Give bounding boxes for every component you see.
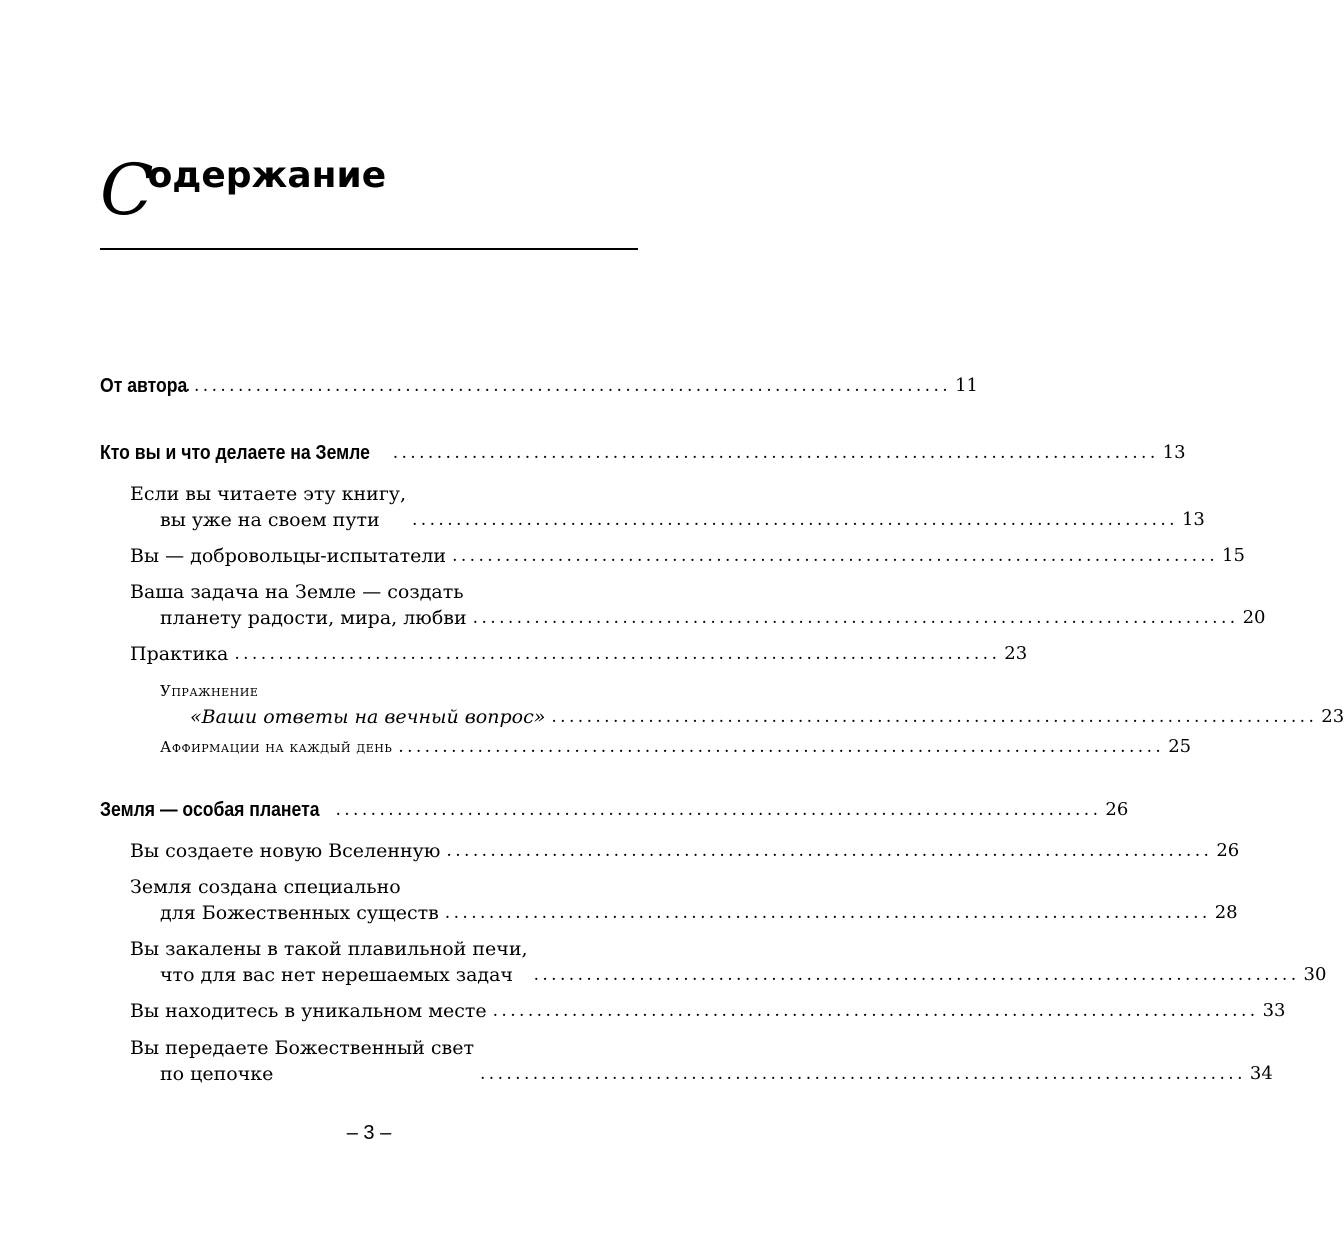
toc-entry-your-task[interactable] (130, 579, 1266, 631)
toc-entry-title-line1: Ваша задача на Земле — создать (130, 581, 464, 603)
toc-entry-from-author[interactable] (100, 373, 978, 399)
toc-entry-page: 13 (1162, 442, 1186, 463)
leader-dots: ....................................................................................... (185, 376, 952, 396)
toc-entry-page: 20 (1242, 607, 1266, 628)
leader-dots: ....................................................................................... (392, 443, 1159, 463)
toc-entry-new-universe[interactable] (130, 838, 1240, 864)
toc-entry-title-line1: Если вы читаете эту книгу, (130, 483, 406, 505)
toc-entry-title: Вы создаете новую Вселенную (130, 840, 441, 862)
toc-entry-title-line1: Вы передаете Божественный свет (130, 1037, 474, 1059)
toc-entry-page: 33 (1262, 1000, 1286, 1021)
leader-dots: ....................................................................................... (472, 608, 1239, 628)
toc-entry-page: 30 (1303, 964, 1327, 985)
toc-entry-page: 26 (1216, 840, 1240, 861)
toc-entry-page: 28 (1214, 902, 1238, 923)
leader-dots: ....................................................................................... (446, 841, 1213, 861)
contents-title (100, 150, 386, 230)
toc-entry-earth-created[interactable] (130, 874, 1238, 926)
toc-entry-title-line1: Упражнение (160, 682, 259, 700)
toc-entry-page: 13 (1181, 509, 1205, 530)
leader-dots: ....................................................................................... (479, 1064, 1246, 1084)
toc-entry-title: Вы находитесь в уникальном месте (130, 1000, 487, 1022)
leader-dots: ....................................................................................... (444, 903, 1211, 923)
toc-entry-reading-this-book[interactable] (130, 481, 1205, 533)
toc-entry-divine-light[interactable] (130, 1035, 1273, 1087)
leader-dots: ....................................................................................... (335, 800, 1102, 820)
toc-entry-exercise[interactable] (160, 678, 1344, 730)
toc-entry-page: 25 (1168, 736, 1192, 757)
toc-entry-title: Аффирмации на каждый день (160, 738, 393, 756)
leader-dots: ....................................................................................... (452, 546, 1219, 566)
toc-entry-title: Кто вы и что делаете на Земле (100, 442, 370, 464)
page-number: – 3 – (346, 1122, 392, 1144)
leader-dots: ....................................................................................... (492, 1001, 1259, 1021)
toc-entry-earth-special-planet[interactable] (100, 797, 1129, 823)
toc-entry-title: Практика (130, 643, 229, 665)
toc-entry-title-line2: по цепочке (160, 1063, 274, 1085)
title-divider (100, 248, 638, 250)
toc-entry-title: Земля — особая планета (100, 799, 320, 821)
leader-dots: ....................................................................................... (533, 965, 1300, 985)
toc-entry-page: 15 (1222, 545, 1245, 566)
toc-entry-page: 11 (955, 375, 978, 396)
toc-entry-title: От автора (100, 375, 188, 397)
toc-entry-title-line1: Земля создана специально (130, 876, 401, 898)
toc-entry-volunteers[interactable] (130, 543, 1245, 569)
toc-entry-page: 26 (1105, 799, 1129, 820)
leader-dots: ....................................................................................... (398, 737, 1165, 757)
toc-entry-page: 34 (1249, 1063, 1273, 1084)
toc-entry-title-line2: вы уже на своем пути (160, 509, 380, 531)
toc-entry-title-line1: Вы закалены в такой плавильной печи, (130, 938, 528, 960)
leader-dots: ....................................................................................... (551, 707, 1318, 727)
title-initial: С (100, 149, 152, 231)
toc-entry-unique-place[interactable] (130, 998, 1286, 1024)
toc-entry-title-line2: что для вас нет нерешаемых задач (160, 964, 513, 986)
toc-entry-practice[interactable] (130, 641, 1028, 667)
toc-entry-who-you-are[interactable] (100, 440, 1186, 466)
toc-entry-affirmations[interactable] (160, 734, 1192, 760)
title-rest: одержание (147, 155, 387, 196)
toc-entry-title: Вы — добровольцы-испытатели (130, 545, 447, 567)
toc-entry-title-line2: планету радости, мира, любви (160, 607, 467, 629)
leader-dots: ....................................................................................... (412, 510, 1178, 530)
toc-entry-title-line2: «Ваши ответы на вечный вопрос» (190, 706, 546, 728)
leader-dots: ....................................................................................... (234, 644, 1001, 664)
toc-entry-title-line2: для Божественных существ (160, 902, 439, 924)
toc-entry-page: 23 (1321, 706, 1344, 727)
toc-entry-tempered[interactable] (130, 936, 1327, 988)
toc-entry-page: 23 (1004, 643, 1028, 664)
